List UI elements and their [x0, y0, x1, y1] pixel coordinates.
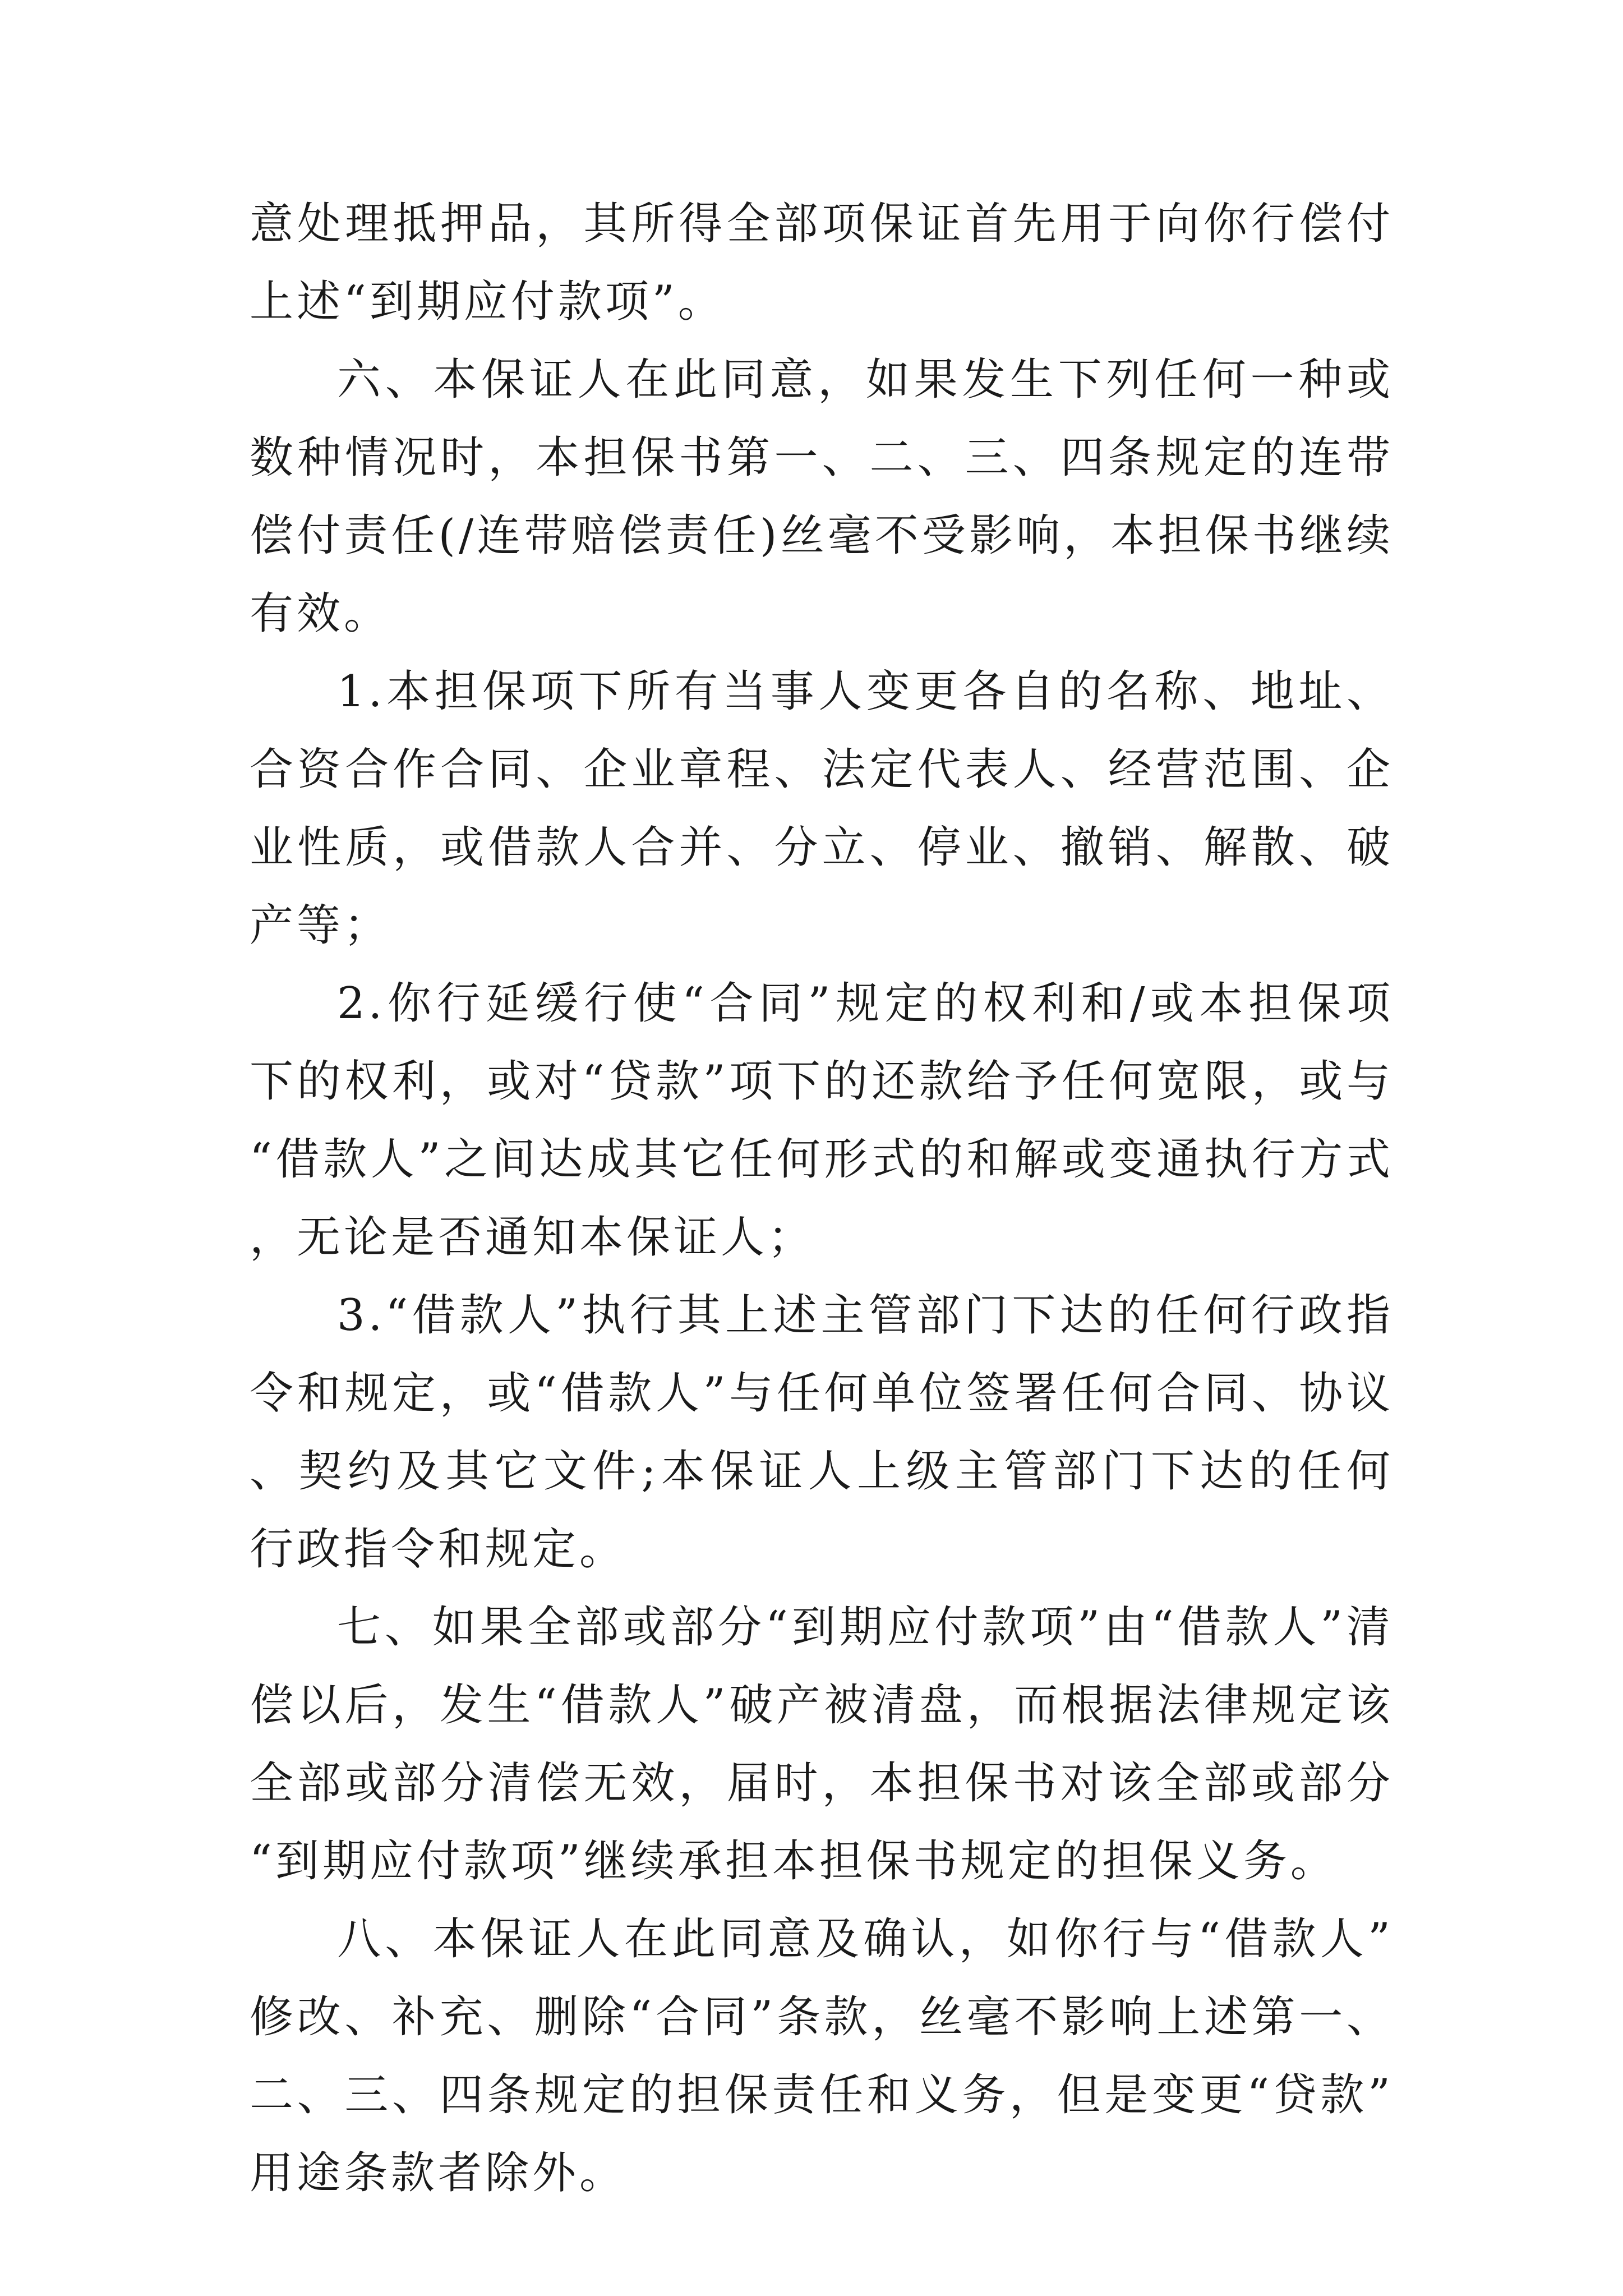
- paragraph-clause-8: 八、本保证人在此同意及确认，如你行与“借款人”修改、补充、删除“合同”条款，丝毫不影响上述第一、二、三、四条规定的担保责任和义务，但是变更“贷款”用途条款者除外。: [250, 1914, 1394, 2198]
- document-body: [250, 185, 1394, 2212]
- paragraph-continuation: 意处理抵押品，其所得全部项保证首先用于向你行偿付上述“到期应付款项”。: [250, 199, 1394, 327]
- paragraph-clause-6: 六、本保证人在此同意，如果发生下列任何一种或数种情况时，本担保书第一、二、三、四条规定的连带偿付责任(/连带赔偿责任)丝毫不受影响，本担保书继续有效。: [250, 355, 1394, 639]
- paragraph-item-3: 3.“借款人”执行其上述主管部门下达的任何行政指令和规定，或“借款人”与任何单位签署任何合同、协议、契约及其它文件;本保证人上级主管部门下达的任何行政指令和规定。: [250, 1290, 1394, 1575]
- paragraph-item-1: 1.本担保项下所有当事人变更各自的名称、地址、合资合作合同、企业章程、法定代表人、经营范围、企业性质，或借款人合并、分立、停业、撤销、解散、破产等；: [250, 666, 1394, 951]
- paragraph-item-2: 2.你行延缓行使“合同”规定的权利和/或本担保项下的权利，或对“贷款”项下的还款给予任何宽限，或与“借款人”之间达成其它任何形式的和解或变通执行方式，无论是否通知本保证人；: [250, 978, 1394, 1263]
- paragraph-clause-7: 七、如果全部或部分“到期应付款项”由“借款人”清偿以后，发生“借款人”破产被清盘，而根据法律规定该全部或部分清偿无效，届时，本担保书对该全部或部分“到期应付款项”继续承担本担保书规定的担保义务。: [250, 1602, 1394, 1887]
